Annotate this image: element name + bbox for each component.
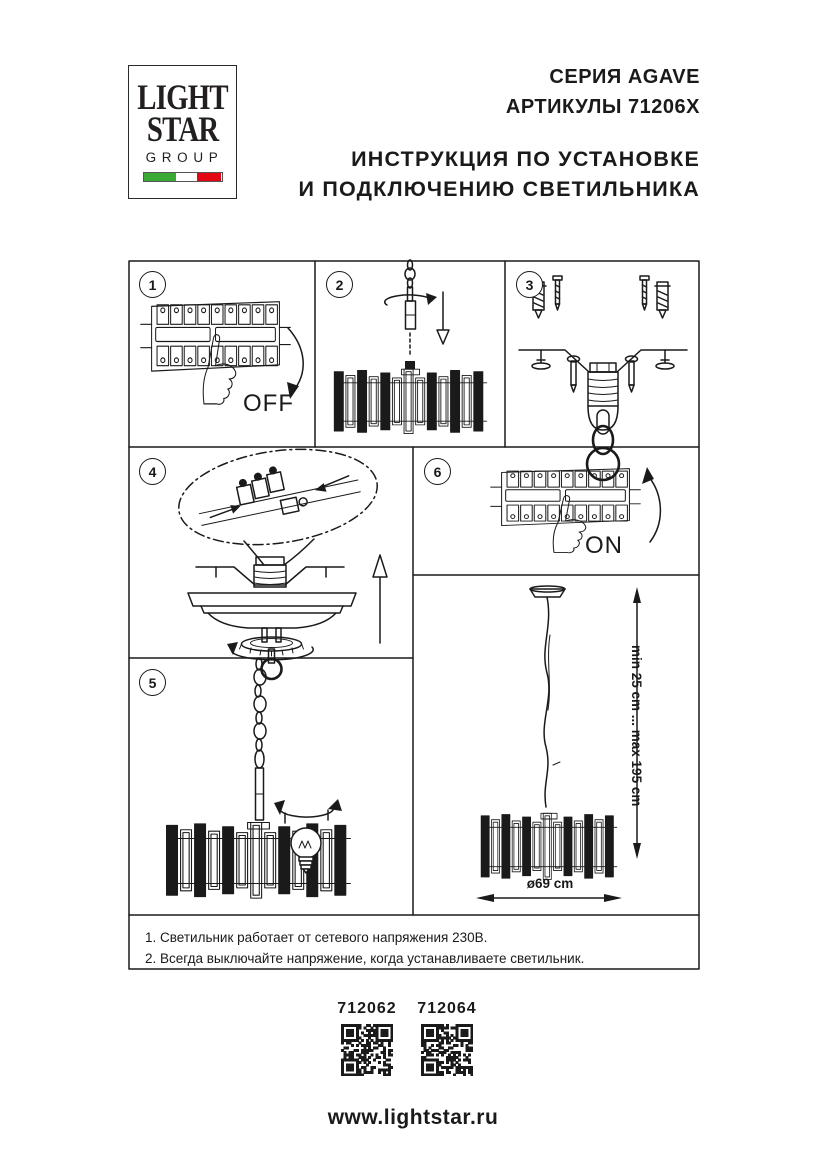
instruction-title-line2: И ПОДКЛЮЧЕНИЮ СВЕТИЛЬНИКА	[298, 177, 700, 201]
note-2: 2. Всегда выключайте напряжение, когда устанавливаете светильник.	[145, 951, 585, 966]
step4-wiring-canopy-diagram	[128, 447, 413, 658]
on-label: ON	[585, 532, 623, 559]
series-title: СЕРИЯ AGAVE	[549, 66, 700, 88]
final-dimensions-diagram	[413, 575, 700, 915]
flag-green	[144, 173, 177, 181]
logo-word-light: LIGHT	[137, 76, 228, 117]
off-label: OFF	[243, 390, 294, 417]
qr-label: 712062	[337, 1000, 397, 1017]
step5-number: 5	[139, 669, 166, 696]
logo-word-star: STAR	[146, 108, 219, 149]
step2-number: 2	[326, 271, 353, 298]
flag-white	[176, 173, 196, 181]
qr-block-712064	[417, 1000, 477, 1076]
instruction-title-line1: ИНСТРУКЦИЯ ПО УСТАНОВКЕ	[351, 147, 700, 171]
step1-number: 1	[139, 271, 166, 298]
qr-block-712062	[337, 1000, 397, 1076]
flag-red	[197, 173, 222, 181]
logo-word-group: GROUP	[145, 150, 224, 166]
step5-bulb-install-diagram	[128, 658, 413, 915]
website-url: www.lightstar.ru	[327, 1106, 499, 1129]
lightstar-logo	[128, 65, 237, 199]
step4-number: 4	[139, 458, 166, 485]
qr-label: 712064	[417, 1000, 477, 1017]
note-1: 1. Светильник работает от сетевого напряжения 230В.	[145, 930, 488, 945]
qr-code	[341, 1024, 393, 1076]
step3-number: 3	[516, 271, 543, 298]
notes-box	[128, 915, 700, 970]
italian-flag-stripe	[143, 172, 223, 182]
step6-number: 6	[424, 458, 451, 485]
diameter-dimension: ø69 cm	[526, 876, 574, 891]
header	[299, 62, 700, 204]
height-range-dimension: min 25 cm ... max 195 cm	[629, 645, 644, 807]
step6-breaker-on-diagram	[413, 447, 700, 575]
articles-title: АРТИКУЛЫ 71206X	[505, 96, 700, 118]
qr-code	[421, 1024, 473, 1076]
